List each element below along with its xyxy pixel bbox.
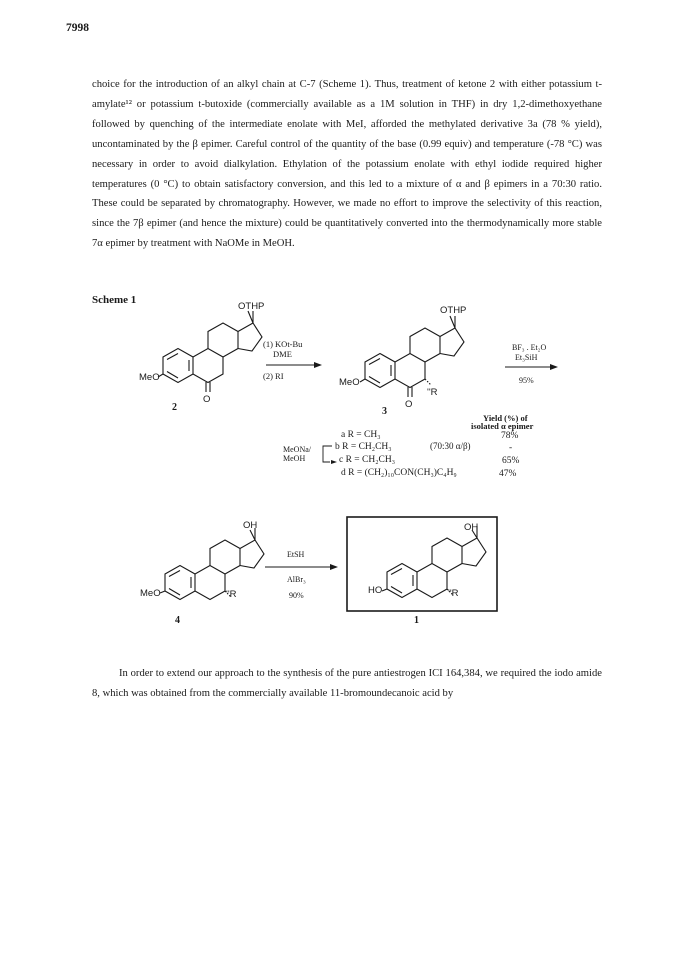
oh-label: OH (464, 522, 479, 533)
reaction-arrow-2 (505, 343, 558, 385)
epimerization-reagent: MeOH (283, 454, 306, 463)
reagent-text: DME (273, 349, 292, 359)
compound-number: 3 (382, 406, 387, 417)
scheme-title: Scheme 1 (92, 294, 137, 306)
text-line: choice for the introduction of an alkyl chain at C-7 (Scheme 1). Thus, treatment of ketone 2 with either (92, 79, 549, 90)
meo-label: MeO (339, 377, 360, 388)
reagent-text: BF₃ . Et₂O (512, 343, 547, 352)
compound-number: 4 (175, 615, 180, 626)
text-line: of the base (0.99 equiv) and temperature (-78 °C) was necessary in order to avoid dialkylation. (92, 138, 602, 170)
text-line: since the 7β epimer (and hence the mixture) could be quantitatively converted into the (92, 218, 467, 230)
text-line: separated by chromatography. However, we made no effort to improve the selectivity of this reaction, (161, 198, 602, 210)
oh-label: OH (243, 520, 258, 531)
ketone-o-label: O (203, 394, 211, 405)
text-line: Ethylation of the potassium enolate with ethyl iodide required higher temperatures (0 °C) to obtain (92, 158, 603, 190)
yield-d: 47% (499, 469, 517, 479)
reagent-text: (2) RI (263, 371, 284, 381)
reaction-arrow-1 (263, 339, 322, 381)
text-line: In order to extend our approach to the synthesis of the pure antiestrogen ICI 164,384, we required (119, 668, 539, 679)
reagent-text: AlBr₃ (287, 575, 306, 584)
ketone-o-label: O (405, 399, 413, 410)
epimerization-reagent: MeONa/ (283, 445, 311, 454)
reagent-text: EtSH (287, 550, 305, 559)
meo-label: MeO (140, 588, 161, 599)
text-line: satisfactory conversion, and this led to a mixture of α and β epimers in a 70:30 ratio. These could be (92, 178, 602, 210)
compound-1-structure (347, 517, 497, 626)
r-group-label: ''R (226, 589, 237, 600)
reagent-text: 95% (519, 376, 534, 385)
yield-header: Yield (%) of (483, 413, 528, 423)
text-line: 1,2-dimethoxyethane followed by quenching of the intermediate enolate with MeI, afforded the (92, 98, 602, 130)
compound-number: 2 (172, 402, 177, 413)
compound-number: 1 (414, 615, 419, 626)
table-row-a: a R = CH₃ (341, 430, 381, 440)
r-group-label: ''R (427, 387, 438, 398)
r-group-label: ''R (448, 588, 459, 599)
yield-a: 78% (501, 431, 519, 441)
compound-4-structure (140, 520, 264, 626)
text-line: the iodo amide 8, which was obtained from the commercially available 11-bromoundecanoic acid by (92, 668, 602, 699)
yield-header: isolated α epimer (471, 421, 534, 431)
reagent-text: 90% (289, 591, 304, 600)
table-row-c: c R = CH₂CH₃ (339, 455, 396, 465)
r-group-table (283, 430, 520, 479)
othp-label: OTHP (440, 305, 467, 316)
meo-label: MeO (139, 372, 160, 383)
compound-2-structure (139, 301, 264, 413)
page-number: 7998 (66, 22, 89, 34)
reagent-text: (1) KOt-Bu (263, 339, 303, 349)
text-line: methylated derivative 3a (78 % yield), uncontaminated by the β epimer. Careful control of the quantity (92, 118, 602, 150)
epimer-ratio: (70:30 α/β) (430, 441, 471, 451)
text-line: thermodynamically more stable 7α epimer by treatment with NaOMe in MeOH. (92, 218, 602, 250)
text-line: potassium t-amylate¹² or potassium t-butoxide (commercially available as a 1M solution in THF) in dry (92, 79, 602, 110)
othp-label: OTHP (238, 301, 265, 312)
yield-c: 65% (502, 456, 520, 466)
table-row-b: b R = CH₂CH₃ (335, 442, 392, 452)
paragraph-2 (92, 664, 602, 704)
reaction-arrow-3 (265, 550, 338, 600)
yield-b: - (509, 443, 513, 453)
compound-3-structure (339, 305, 466, 417)
ho-label: HO (368, 585, 383, 596)
reagent-text: Et₃SiH (515, 353, 538, 362)
table-row-d: d R = (CH₂)₁₀CON(CH₃)C₄H₉ (341, 468, 457, 478)
